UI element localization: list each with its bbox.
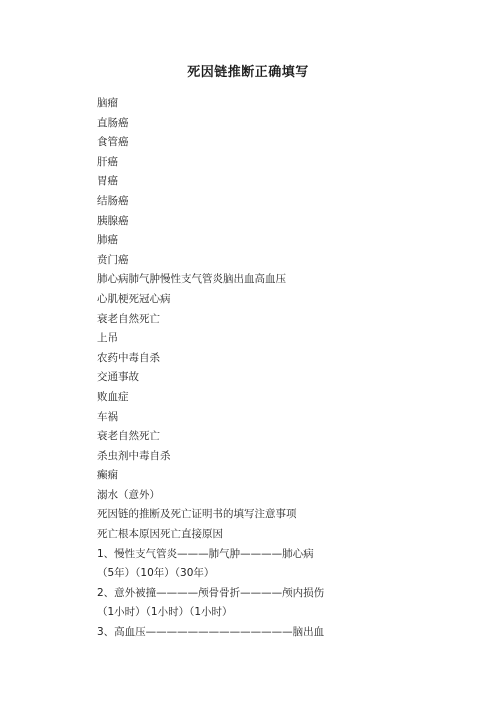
- text-line: 溺水（意外）: [97, 488, 160, 501]
- chain-duration-line: （1小时）（1小时）（1小时）: [97, 606, 233, 619]
- text-line: 杀虫剂中毒自杀: [97, 449, 171, 462]
- text-line: 衰老自然死亡: [97, 430, 160, 443]
- text-line: 癫痫: [97, 469, 118, 482]
- text-line: 上吊: [97, 332, 118, 345]
- text-line: 肺心病肺气肿慢性支气管炎脑出血高血压: [97, 273, 286, 286]
- document-title: 死因链推断正确填写: [187, 65, 309, 80]
- section-heading: 死亡根本原因死亡直接原因: [97, 528, 223, 541]
- text-line: 脑瘤: [97, 97, 118, 109]
- text-line: 胰腺癌: [97, 214, 129, 227]
- text-line: 食管癌: [97, 136, 129, 149]
- chain-line: 2、意外被撞————颅骨骨折————颅内损伤: [97, 586, 325, 599]
- text-line: 败血症: [97, 390, 129, 403]
- document-body: [97, 94, 467, 643]
- text-line: 肺癌: [97, 234, 118, 247]
- text-line: 贲门癌: [97, 253, 129, 266]
- text-line: 农药中毒自杀: [97, 351, 160, 364]
- chain-duration-line: （5年）（10年）（30年）: [97, 567, 215, 580]
- text-line: 胃癌: [97, 175, 118, 188]
- text-line: 结肠癌: [97, 194, 129, 207]
- text-line: 衰老自然死亡: [97, 312, 160, 325]
- text-line: 直肠癌: [97, 116, 129, 129]
- text-line: 肝癌: [97, 155, 118, 168]
- text-line: 车祸: [97, 410, 118, 423]
- text-line: 交通事故: [97, 371, 139, 384]
- chain-line: 3、高血压——————————————脑出血: [97, 626, 325, 639]
- chain-line: 1、慢性支气管炎———肺气肿————肺心病: [97, 547, 314, 560]
- section-heading: 死因链的推断及死亡证明书的填写注意事项: [97, 508, 297, 521]
- text-line: 心肌梗死冠心病: [97, 292, 171, 305]
